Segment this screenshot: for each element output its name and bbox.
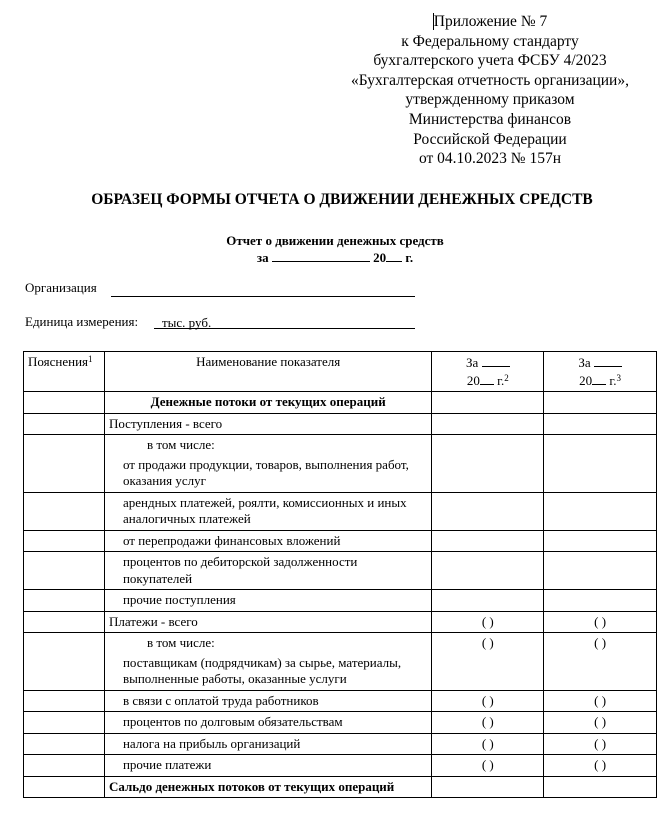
value-cell-period-2[interactable]: ( ): [544, 633, 657, 691]
indicator-cell: налога на прибыль организаций: [104, 733, 431, 755]
notes-cell[interactable]: [24, 530, 105, 552]
table-row: [24, 611, 657, 633]
indicator-cell: Поступления - всего: [104, 413, 431, 435]
table-row: [24, 733, 657, 755]
report-period: [0, 249, 670, 266]
annex-line: утвержденному приказом: [405, 91, 575, 109]
period-prefix: за: [256, 250, 269, 265]
value-cell-period-2[interactable]: [544, 776, 657, 798]
annex-line: от 04.10.2023 № 157н: [418, 150, 562, 168]
header-period-2: [544, 352, 657, 392]
year-suffix: г.: [493, 372, 505, 388]
organization-input-line[interactable]: [111, 282, 415, 297]
indicator-cell: [104, 633, 431, 691]
year-prefix: 20: [373, 250, 387, 265]
value-cell-period-1[interactable]: [432, 530, 544, 552]
header-period-1: [432, 352, 544, 392]
indicator-cell: Денежные потоки от текущих операций: [104, 392, 431, 414]
table-header-row: [24, 352, 657, 392]
value-cell-period-2[interactable]: [544, 435, 657, 493]
value-cell-period-2[interactable]: [544, 392, 657, 414]
value-cell-period-1[interactable]: ( ): [432, 755, 544, 777]
organization-field: [25, 280, 97, 296]
notes-cell[interactable]: [24, 552, 105, 590]
value-cell-period-1[interactable]: [432, 552, 544, 590]
table-row: [24, 492, 657, 530]
table-row: [24, 755, 657, 777]
year-suffix: г.: [402, 250, 414, 265]
indicator-cell: [104, 435, 431, 493]
header-indicator: Наименование показателя: [104, 352, 431, 392]
period-prefix: За: [466, 355, 479, 370]
table-row: [24, 690, 657, 712]
indicator-cell: Платежи - всего: [104, 611, 431, 633]
footnote-ref: 1: [88, 354, 93, 364]
indicator-cell: в связи с оплатой труда работников: [104, 690, 431, 712]
table-row: [24, 633, 657, 691]
year-blank[interactable]: [386, 250, 402, 262]
value-cell-period-2[interactable]: [544, 530, 657, 552]
annex-reference: [330, 12, 650, 169]
value-cell-period-2[interactable]: [544, 590, 657, 612]
value-cell-period-1[interactable]: ( ): [432, 611, 544, 633]
indicator-cell: процентов по дебиторской задолженности покупателей: [104, 552, 431, 590]
indicator-subheading: в том числе:: [146, 635, 215, 650]
notes-cell[interactable]: [24, 633, 105, 691]
value-cell-period-2[interactable]: [544, 492, 657, 530]
value-cell-period-1[interactable]: [432, 590, 544, 612]
unit-value: тыс. руб.: [162, 315, 212, 330]
table-row: [24, 590, 657, 612]
value-cell-period-1[interactable]: ( ): [432, 633, 544, 691]
year-prefix: 20: [579, 372, 593, 388]
period-blank[interactable]: [272, 250, 370, 262]
year-blank: [480, 372, 494, 385]
unit-label: Единица измерения:: [25, 314, 139, 329]
indicator-label: поставщикам (подрядчикам) за сырье, материалы, выполненные работы, оказанные услуги: [122, 654, 402, 686]
value-cell-period-1[interactable]: [432, 392, 544, 414]
notes-cell[interactable]: [24, 690, 105, 712]
header-notes: [24, 352, 105, 392]
notes-cell[interactable]: [24, 712, 105, 734]
table-row: [24, 413, 657, 435]
value-cell-period-2[interactable]: ( ): [544, 690, 657, 712]
unit-field: [25, 314, 212, 330]
value-cell-period-1[interactable]: [432, 776, 544, 798]
value-cell-period-2[interactable]: ( ): [544, 611, 657, 633]
value-cell-period-2[interactable]: ( ): [544, 733, 657, 755]
total-row: [24, 776, 657, 798]
indicator-cell: от перепродажи финансовых вложений: [104, 530, 431, 552]
indicator-cell: арендных платежей, роялти, комиссионных и иных аналогичных платежей: [104, 492, 431, 530]
notes-cell[interactable]: [24, 435, 105, 493]
value-cell-period-1[interactable]: [432, 413, 544, 435]
value-cell-period-1[interactable]: ( ): [432, 712, 544, 734]
notes-cell[interactable]: [24, 492, 105, 530]
year-prefix: 20: [466, 372, 480, 388]
annex-line: бухгалтерского учета ФСБУ 4/2023: [373, 52, 607, 70]
notes-cell[interactable]: [24, 755, 105, 777]
notes-cell[interactable]: [24, 733, 105, 755]
notes-cell[interactable]: [24, 776, 105, 798]
notes-cell[interactable]: [24, 413, 105, 435]
report-subtitle: [0, 232, 670, 266]
section-row: [24, 392, 657, 414]
footnote-ref: 2: [504, 372, 509, 383]
period-blank: [594, 354, 622, 367]
value-cell-period-1[interactable]: ( ): [432, 733, 544, 755]
value-cell-period-2[interactable]: ( ): [544, 712, 657, 734]
period-prefix: За: [578, 355, 591, 370]
organization-label: Организация: [25, 280, 97, 295]
table-row: [24, 530, 657, 552]
indicator-cell: процентов по долговым обязательствам: [104, 712, 431, 734]
report-name: Отчет о движении денежных средств: [226, 233, 444, 248]
value-cell-period-1[interactable]: ( ): [432, 690, 544, 712]
table-row: [24, 712, 657, 734]
annex-line: «Бухгалтерская отчетность организации»,: [351, 71, 629, 89]
period-blank: [482, 354, 510, 367]
table-row: [24, 435, 657, 493]
cash-flow-table: [23, 351, 657, 798]
annex-line: к Федеральному стандарту: [401, 32, 579, 50]
indicator-label: от продажи продукции, товаров, выполнения работ, оказания услуг: [122, 456, 409, 488]
annex-line: Российской Федерации: [413, 130, 567, 148]
indicator-cell: Сальдо денежных потоков от текущих операций: [104, 776, 431, 798]
document-title: ОБРАЗЕЦ ФОРМЫ ОТЧЕТА О ДВИЖЕНИИ ДЕНЕЖНЫХ СРЕДСТВ: [91, 191, 593, 208]
footnote-ref: 3: [616, 372, 622, 383]
indicator-cell: прочие поступления: [104, 590, 431, 612]
notes-cell[interactable]: [24, 392, 105, 414]
indicator-cell: прочие платежи: [104, 755, 431, 777]
value-cell-period-1[interactable]: [432, 435, 544, 493]
table-row: [24, 552, 657, 590]
unit-input-line[interactable]: [154, 315, 415, 329]
year-blank: [592, 372, 606, 385]
header-notes-label: Пояснения: [28, 354, 89, 369]
annex-line: [330, 12, 650, 32]
value-cell-period-2[interactable]: ( ): [544, 755, 657, 777]
annex-line: Министерства финансов: [408, 110, 572, 128]
value-cell-period-2[interactable]: [544, 413, 657, 435]
value-cell-period-1[interactable]: [432, 492, 544, 530]
indicator-subheading: в том числе:: [146, 437, 215, 452]
annex-line-text: Приложение № 7: [433, 13, 548, 30]
notes-cell[interactable]: [24, 590, 105, 612]
year-suffix: г.: [606, 372, 617, 388]
notes-cell[interactable]: [24, 611, 105, 633]
value-cell-period-2[interactable]: [544, 552, 657, 590]
